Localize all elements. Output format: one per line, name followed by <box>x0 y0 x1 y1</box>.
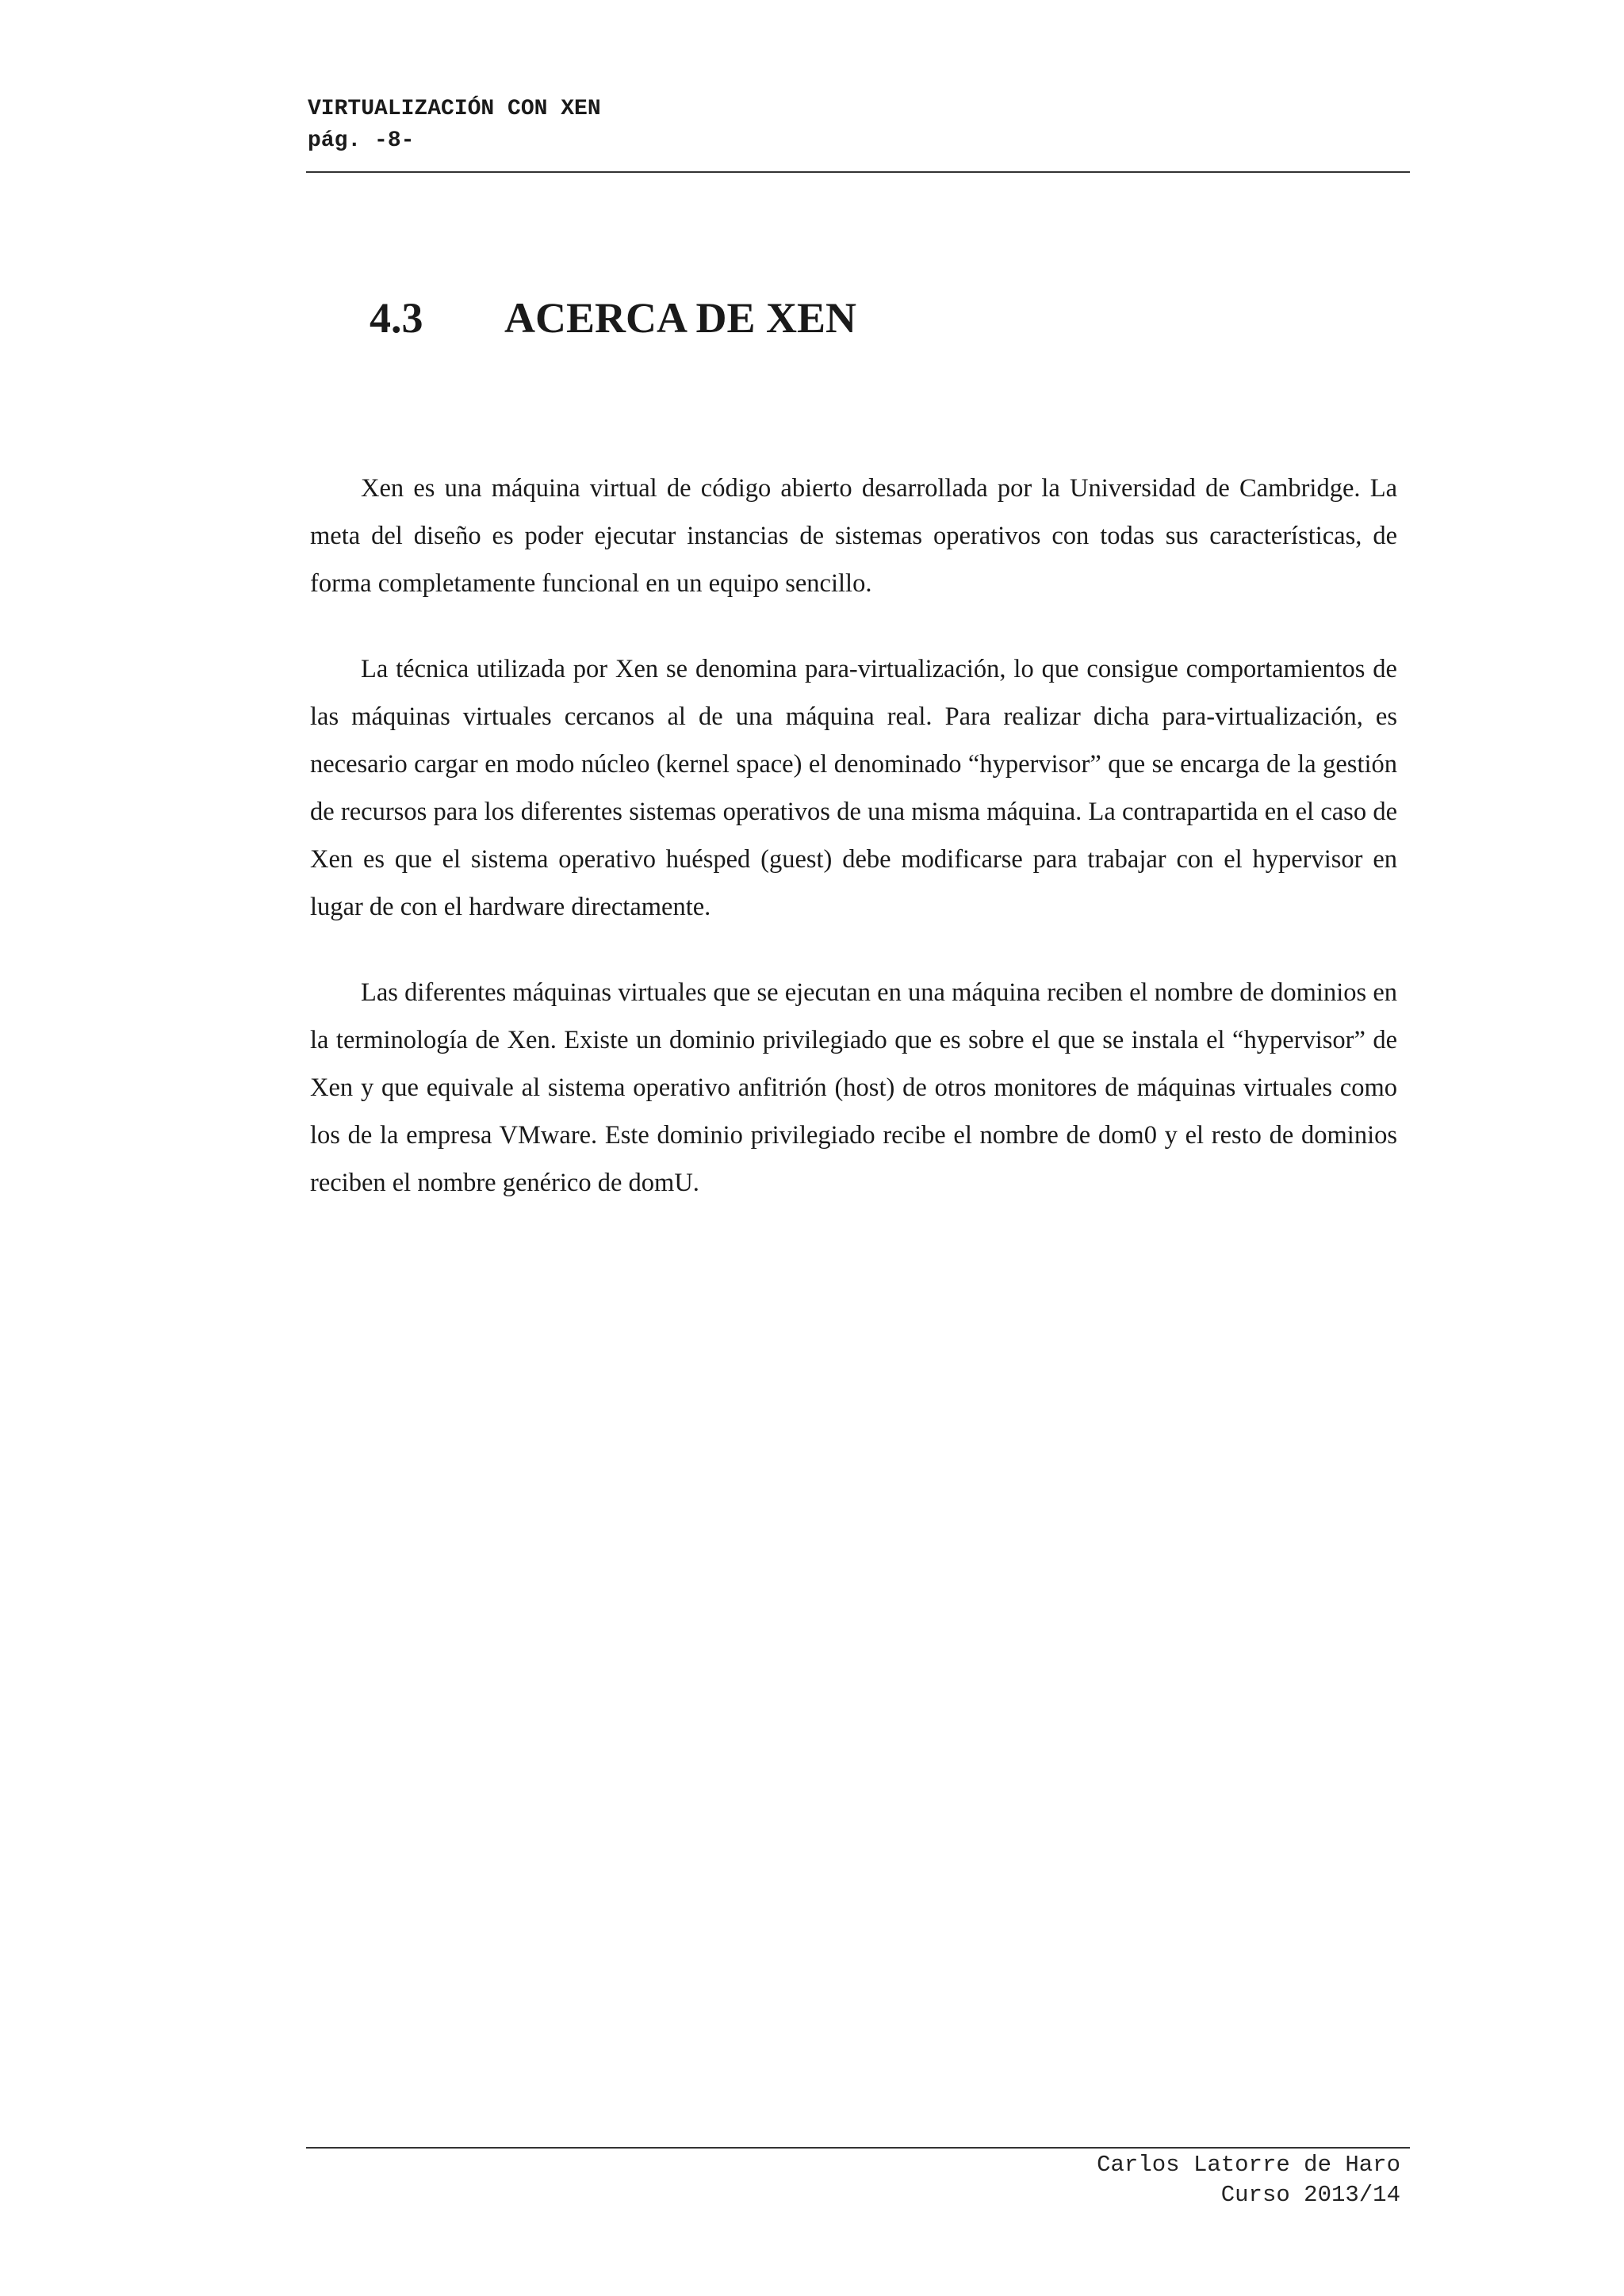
paragraph: Las diferentes máquinas virtuales que se ejecutan en una máquina reciben el nombre de dominios en la terminología de Xen. Existe un dominio privilegiado que es sobre el que se instala el “hypervisor” de Xen y que equivale al sistema operativo anfitrión (host) de otros monitores de máquinas virtuales como los de la empresa VMware. Este dominio privilegiado recibe el nombre de dom0 y el resto de dominios reciben el nombre genérico de domU. <box>310 978 1397 1197</box>
section-heading <box>370 290 856 346</box>
page-header <box>308 94 1408 157</box>
paragraph: Xen es una máquina virtual de código abierto desarrollada por la Universidad de Cambridge. La meta del diseño es poder ejecutar instancias de sistemas operativos con todas sus características, de forma completamente funcional en un equipo sencillo. <box>310 474 1397 598</box>
header-title: VIRTUALIZACIÓN CON XEN <box>308 97 601 121</box>
header-page-number: pág. -8- <box>308 128 415 153</box>
paragraph: La técnica utilizada por Xen se denomina para-virtualización, lo que consigue comportamientos de las máquinas virtuales cercanos al de una máquina real. Para realizar dicha para-virtualización, es necesario cargar en modo núcleo (kernel space) el denominado “hypervisor” que se encarga de la gestión de recursos para los diferentes sistemas operativos de una misma máquina. La contrapartida en el caso de Xen es que el sistema operativo huésped (guest) debe modificarse para trabajar con el hypervisor en lugar de con el hardware directamente. <box>310 655 1397 921</box>
footer-divider <box>306 2147 1410 2149</box>
header-divider <box>306 171 1410 173</box>
body-text <box>310 465 1397 1245</box>
page-footer <box>1097 2150 1400 2210</box>
footer-author: Carlos Latorre de Haro <box>1097 2152 1400 2178</box>
footer-course: Curso 2013/14 <box>1220 2182 1400 2208</box>
section-number: 4.3 <box>370 294 423 342</box>
section-title: ACERCA DE XEN <box>504 294 857 342</box>
